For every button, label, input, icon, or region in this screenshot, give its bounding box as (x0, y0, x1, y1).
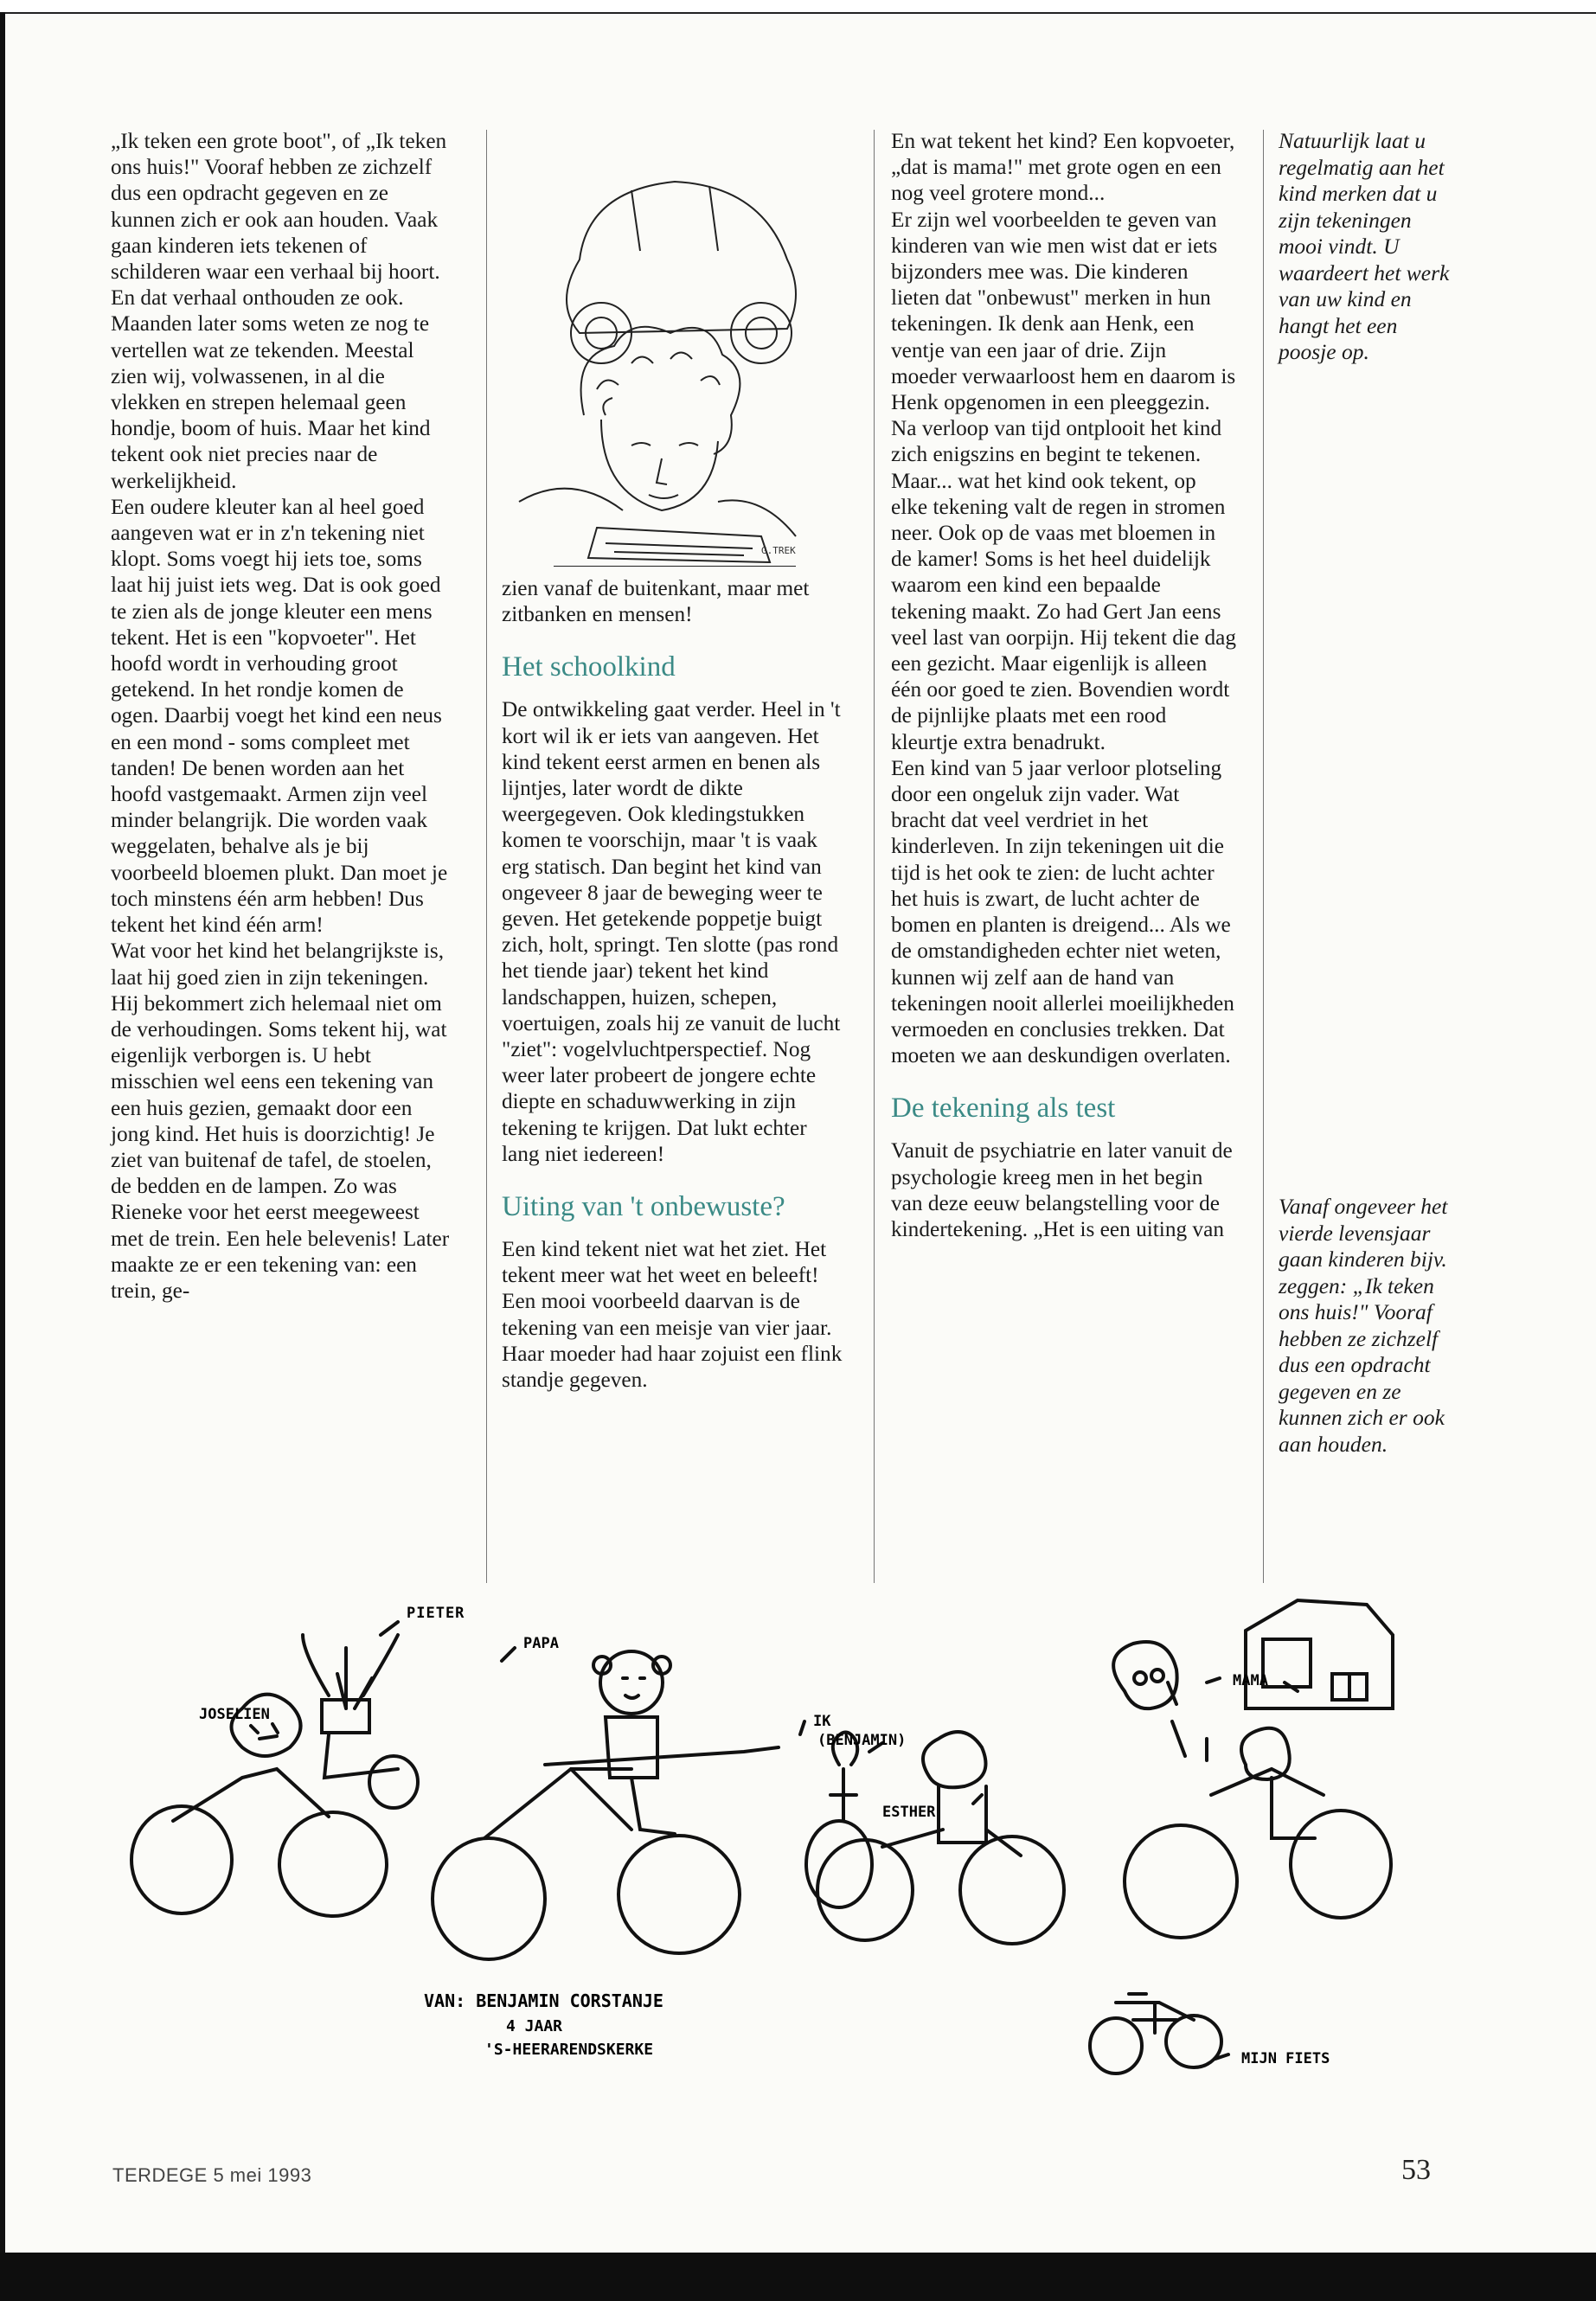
label-pieter: PIETER (407, 1605, 465, 1622)
label-papa: PAPA (523, 1635, 559, 1652)
section-test-text: Vanuit de psychiatrie en later vanuit de psychologie kreeg men in het begin van deze eeuw belangstelling voor de kindertekening. „Het is een uiting van (891, 1138, 1233, 1241)
scan-bottom-band (0, 2253, 1596, 2301)
column-3-paragraph: Een kind van 5 jaar verloor plotseling door een ongeluk zijn vader. Wat bracht dat veel verdriet in het kinderleven. In zijn tekeningen uit die tijd is het ook te zien: de lucht achter het huis is zwart, de lucht achter de bomen en planten is dreigend... Als we de omstandigheden echter niet weten, kunnen wij zelf aan de hand van tekeningen nooit allerlei moeilijkheden vermoeden en conclusies trekken. Dat moeten we aan deskundigen overlaten. (891, 755, 1234, 1068)
family-bicycle-drawing (121, 1596, 1436, 2150)
illustration-signature: G.TREK (761, 545, 796, 556)
sidebar-quote-1 (1279, 128, 1450, 366)
section-schoolkind-text: De ontwikkeling gaat verder. Heel in 't kort wil ik er iets van aangeven. Het kind tekent eerst armen en benen als lijntjes, later wordt de dikte weergegeven. Ook kledingstukken komen te voorschijn, maar 't is vaak erg statisch. Dan begint het kind van ongeveer 8 jaar de beweging weer te geven. Het getekende poppetje buigt zich, holt, springt. Ten slotte (pas rond het tiende jaar) tekent het kind landschappen, huizen, schepen, voertuigen, zoals hij ze vanuit de lucht "ziet": vogelvluchtperspectief. Nog weer later probeert de jongere echte diepte en schaduwwerking in zijn tekening te krijgen. Dat lukt echter lang niet iedereen! (502, 697, 841, 1166)
heading-uiting-onbewuste: Uiting van 't onbewuste? (502, 1191, 785, 1223)
label-mama: MAMA (1233, 1672, 1268, 1689)
sidebar-quote-2-text: Vanaf ongeveer het vierde levensjaar gaan kinderen bijv. zeggen: „Ik teken ons huis!" Vooraf hebben ze zichzelf dus een opdracht gegeven en ze kunnen zich er ook aan houden. (1279, 1194, 1448, 1457)
label-esther: ESTHER (882, 1804, 936, 1821)
scan-left-edge (0, 12, 5, 2253)
illustration-caption: zien vanaf de buitenkant, maar met zitbanken en mensen! (502, 576, 810, 627)
page-number: 53 (1401, 2154, 1431, 2186)
sidebar-quote-1-text: Natuurlijk laat u regelmatig aan het kind merken dat u zijn tekeningen mooi vindt. U waardeert het werk van uw kind en hangt het een poosje op. (1279, 128, 1450, 364)
column-1 (111, 128, 450, 1304)
drawing-credit-artist: VAN: BENJAMIN CORSTANJE (424, 1990, 663, 2011)
drawing-credit-place: 'S-HEERARENDSKERKE (484, 2041, 654, 2059)
column-1-paragraph: Een oudere kleuter kan al heel goed aangeven wat er in z'n tekening niet klopt. Soms voegt hij iets toe, soms laat hij juist iets weg. Dat is ook goed te zien als de jonge kleuter een mens tekent. Het is een "kopvoeter". Het hoofd wordt in verhouding groot getekend. In het rondje komen de ogen. Daarbij voegt het kind een neus en een mond - soms compleet met tanden! De benen worden aan het hoofd vastgemaakt. Armen zijn veel minder belangrijk. Die worden vaak weggelaten, behalve als je bij voorbeeld bloemen plukt. Dan moet je toch minstens één arm hebben! Dus tekent het kind één arm! (111, 494, 448, 938)
top-border (0, 0, 1596, 14)
heading-het-schoolkind: Het schoolkind (502, 651, 676, 683)
column-3-paragraph: Er zijn wel voorbeelden te geven van kinderen van wie men wist dat er iets bijzonders mee was. Die kinderen lieten dat "onbewust" merken in hun tekeningen. Ik denk aan Henk, een ventje van een jaar of drie. Zijn moeder verwaarloost hem en daarom is Henk opgenomen in een pleeggezin. Na verloop van tijd ontplooit het kind zich enigszins en begint te tekenen. Maar... wat het kind ook tekent, op elke tekening valt de regen in stromen neer. Ook op de vaas met bloemen in de kamer! Soms is het heel duidelijk waarom een kind een bepaalde tekening maakt. Zo had Gert Jan eens veel last van oorpijn. Hij tekent die dag een gezicht. Maar eigenlijk is alleen één oor goed te zien. Bovendien wordt de pijnlijke plaats met een rood kleurtje extra benadrukt. (891, 207, 1237, 754)
sidebar-quote-2 (1279, 1194, 1450, 1458)
label-ik: IK (813, 1713, 831, 1730)
column-1-paragraph: „Ik teken een grote boot", of „Ik teken ons huis!" Vooraf hebben ze zichzelf dus een opdracht gegeven en ze kunnen zich er ook aan houden. Vaak gaan kinderen iets tekenen of schilderen waar een verhaal bij hoort. En dat verhaal onthouden ze ook. Maanden later soms weten ze nog te vertellen wat ze tekenden. Meestal zien wij, volwassenen, in al die vlekken en strepen helemaal geen hondje, boom of huis. Maar het kind tekent ook niet precies naar de werkelijkheid. (111, 129, 447, 493)
column-divider (486, 130, 487, 1583)
footer-magazine: TERDEGE 5 mei 1993 (112, 2164, 312, 2186)
label-mijn-fiets: MIJN FIETS (1241, 2050, 1330, 2067)
drawing-credit-age: 4 JAAR (506, 2017, 563, 2035)
column-1-paragraph: Wat voor het kind het belangrijkste is, laat hij goed zien in zijn tekeningen. Hij bekommert zich helemaal niet om de verhoudingen. Soms tekent hij, wat eigenlijk verborgen is. U hebt misschien wel eens een tekening van een huis gezien, gemaakt door een jong kind. Het huis is doorzichtig! Je ziet van buitenaf de tafel, de stoelen, de bedden en de lampen. Zo was Rieneke voor het eerst meegeweest met de trein. Een hele belevenis! Later maakte ze er een tekening van: een trein, ge- (111, 939, 450, 1303)
label-benjamin: (BENJAMIN) (817, 1732, 907, 1749)
heading-tekening-als-test: De tekening als test (891, 1093, 1116, 1125)
child-drawing-illustration (502, 130, 813, 567)
column-3 (891, 128, 1237, 1242)
section-onbewuste-text: Een kind tekent niet wat het ziet. Het tekent meer wat het weet en beleeft! Een mooi voorbeeld daarvan is de tekening van een meisje van vier jaar. Haar moeder had haar zojuist een flink standje gegeven. (502, 1237, 843, 1393)
column-2 (502, 575, 846, 1393)
column-divider (874, 130, 875, 1583)
column-3-paragraph: En wat tekent het kind? Een kopvoeter, „dat is mama!" met grote ogen en een nog veel grotere mond... (891, 129, 1235, 206)
column-divider (1263, 130, 1264, 1583)
label-joselien: JOSELIEN (199, 1706, 270, 1723)
